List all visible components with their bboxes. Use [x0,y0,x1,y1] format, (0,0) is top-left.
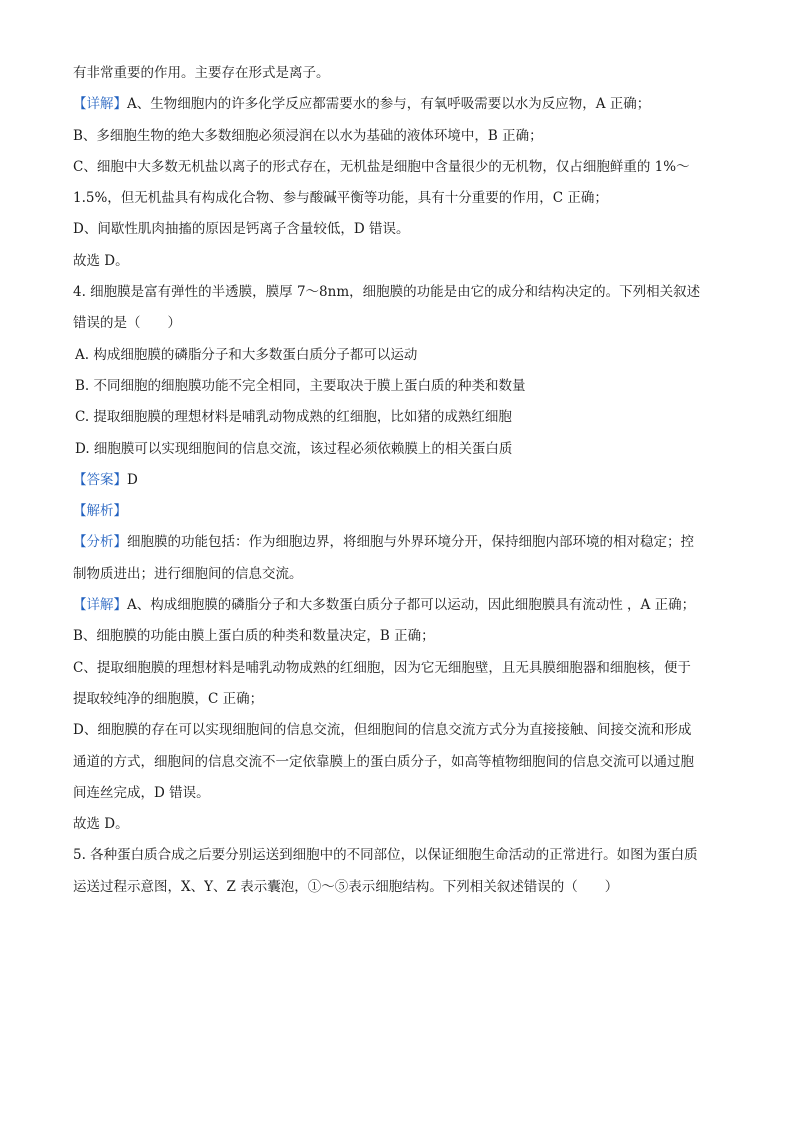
line-text: C、细胞中大多数无机盐以离子的形式存在，无机盐是细胞中含量很少的无机物，仅占细胞鲜重的 1%～ [73,158,690,175]
section-tag: 【详解】 [73,96,127,113]
line-text: D、细胞膜的存在可以实现细胞间的信息交流，但细胞间的信息交流方式分为直接接触、间接交流和形成 [73,722,692,739]
text-line [73,690,733,708]
line-text: 1.5%，但无机盐具有构成化合物、参与酸碱平衡等功能，具有十分重要的作用，C 正确； [73,190,608,207]
section-tag: 【分析】 [73,534,127,551]
line-text: 运送过程示意图，X、Y、Z 表示囊泡，①～⑤表示细胞结构。下列相关叙述错误的（ ） [73,878,619,895]
text-line [73,721,733,739]
text-line [73,158,733,176]
question-stem [73,878,733,896]
text-line [73,753,733,771]
answer-option-a [73,346,733,364]
line-text: B. 不同细胞的细胞膜功能不完全相同，主要取决于膜上蛋白质的种类和数量 [75,377,526,394]
text-line [73,565,733,583]
answer-option-c [73,408,733,426]
section-tag: 【解析】 [73,503,127,520]
text-line [73,189,733,207]
text-line [73,784,733,802]
text-line [73,659,733,677]
text-line [73,127,733,145]
line-text: D、间歇性肌肉抽搐的原因是钙离子含量较低，D 错误。 [73,221,410,238]
line-text: 故选 D。 [73,816,129,833]
section-tag: 【详解】 [73,597,127,614]
text-line [73,815,733,833]
line-text: B、多细胞生物的绝大多数细胞必须浸润在以水为基础的液体环境中，B 正确； [73,127,543,144]
line-text: 错误的是（ ） [73,315,181,332]
text-line [73,95,733,113]
line-text: B、细胞膜的功能由膜上蛋白质的种类和数量决定，B 正确； [73,628,435,645]
line-text: 4. 细胞膜是富有弹性的半透膜，膜厚 7～8nm，细胞膜的功能是由它的成分和结构决定的。下列相关叙述 [73,284,701,301]
text-line [73,533,733,551]
line-text: 提取较纯净的细胞膜，C 正确； [73,690,264,707]
line-text: A、构成细胞膜的磷脂分子和大多数蛋白质分子都可以运动，因此细胞膜具有流动性 ，A 正确； [127,597,696,614]
line-text: 制物质进出；进行细胞间的信息交流。 [73,565,303,582]
text-line [73,596,733,614]
line-text: D [127,471,138,488]
line-text: C、提取细胞膜的理想材料是哺乳动物成熟的红细胞，因为它无细胞壁，且无具膜细胞器和细胞核，便于 [73,659,691,676]
text-line [73,627,733,645]
line-text: A、生物细胞内的许多化学反应都需要水的参与，有氧呼吸需要以水为反应物，A 正确； [127,96,651,113]
text-line [73,220,733,238]
answer-option-d [73,440,733,458]
answer-option-b [73,377,733,395]
question-stem [73,314,733,332]
line-text: 间连丝完成，D 错误。 [73,784,210,801]
line-text: 故选 D。 [73,252,129,269]
text-line [73,64,733,82]
section-tag: 【答案】 [73,471,127,488]
line-text: 通道的方式，细胞间的信息交流不一定依靠膜上的蛋白质分子，如高等植物细胞间的信息交流可以通过胞 [73,753,694,770]
line-text: 5. 各种蛋白质合成之后要分别运送到细胞中的不同部位，以保证细胞生命活动的正常进行。如图为蛋白质 [73,847,698,864]
line-text: 有非常重要的作用。主要存在形式是离子。 [73,65,330,81]
line-text: 细胞膜的功能包括：作为细胞边界，将细胞与外界环境分开，保持细胞内部环境的相对稳定；控 [127,534,694,551]
text-line [73,252,733,270]
document-page [73,64,733,909]
line-text: C. 提取细胞膜的理想材料是哺乳动物成熟的红细胞，比如猪的成熟红细胞 [75,409,512,426]
line-text: D. 细胞膜可以实现细胞间的信息交流，该过程必须依赖膜上的相关蛋白质 [75,440,513,457]
analysis-heading [73,502,733,520]
answer-line [73,471,733,489]
line-text: A. 构成细胞膜的磷脂分子和大多数蛋白质分子都可以运动 [75,346,418,363]
question-stem [73,283,733,301]
question-stem [73,846,733,864]
